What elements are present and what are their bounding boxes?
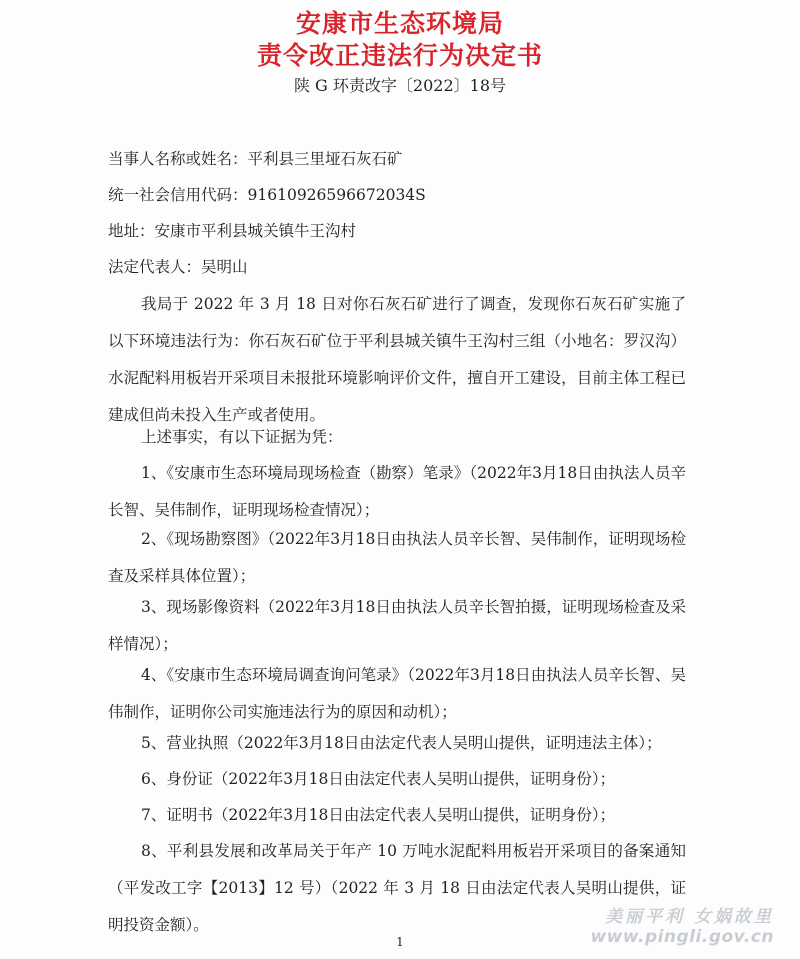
evidence-item-5: 5、营业执照（2022年3月18日由法定代表人吴明山提供，证明违法主体）； xyxy=(141,734,662,752)
party-name-value: 平利县三里垭石灰石矿 xyxy=(247,150,403,168)
evidence-item-8: 8、平利县发展和改革局关于年产 10 万吨水泥配料用板岩开采项目的备案通知（平发改工字【2013】12 号）（2022 年 3 月 18 日由法定代表人吴明山提供，证明投资金额）。 xyxy=(108,842,686,934)
site-watermark xyxy=(590,902,774,947)
evidence-item-3: 3、现场影像资料（2022年3月18日由执法人员辛长智拍摄，证明现场检查及采样情况）； xyxy=(108,598,686,653)
legal-rep-line xyxy=(108,249,248,286)
evidence-intro: 上述事实，有以下证据为凭： xyxy=(141,428,343,446)
legal-rep-label: 法定代表人： xyxy=(108,258,202,276)
watermark-url: www.pingli.gov.cn xyxy=(590,927,774,947)
evidence-item-7: 7、证明书（2022年3月18日由法定代表人吴明山提供，证明身份）； xyxy=(141,806,616,824)
evidence-item-1: 1、《安康市生态环境局现场检查（勘察）笔录》（2022年3月18日由执法人员辛长智、吴伟制作，证明现场检查情况）； xyxy=(108,464,686,519)
party-name-line xyxy=(108,141,403,178)
watermark-slogan: 美丽平利 女娲故里 xyxy=(605,907,774,927)
legal-rep-value: 吴明山 xyxy=(201,258,248,276)
credit-code-value: 91610926596672034S xyxy=(247,186,426,204)
document-number: 陕 G 环责改字〔2022〕18号 xyxy=(293,76,507,95)
credit-code-label: 统一社会信用代码： xyxy=(108,186,248,204)
evidence-item-6: 6、身份证（2022年3月18日由法定代表人吴明山提供，证明身份）； xyxy=(141,770,616,788)
intro-paragraph: 我局于 2022 年 3 月 18 日对你石灰石矿进行了调查，发现你石灰石矿实施了以下环境违法行为：你石灰石矿位于平利县城关镇牛王沟村三组（小地名：罗汉沟）水泥配料用板岩开采项目未报批环境影响评价文件，擅自开工建设，目前主体工程已建成但尚未投入生产或者使用。 xyxy=(108,295,686,424)
evidence-item-4: 4、《安康市生态环境局调查询问笔录》（2022年3月18日由执法人员辛长智、吴伟制作，证明你公司实施违法行为的原因和动机）； xyxy=(108,666,686,721)
credit-code-line xyxy=(108,177,426,214)
page-number: 1 xyxy=(396,935,404,949)
evidence-item-2: 2、《现场勘察图》（2022年3月18日由执法人员辛长智、吴伟制作，证明现场检查及采样具体位置）； xyxy=(108,530,686,585)
address-value: 安康市平利县城关镇牛王沟村 xyxy=(154,222,357,240)
address-line xyxy=(108,213,356,250)
address-label: 地址： xyxy=(108,222,155,240)
agency-title: 安康市生态环境局 xyxy=(295,9,504,38)
document-title: 责令改正违法行为决定书 xyxy=(256,41,543,70)
party-name-label: 当事人名称或姓名： xyxy=(108,150,248,168)
